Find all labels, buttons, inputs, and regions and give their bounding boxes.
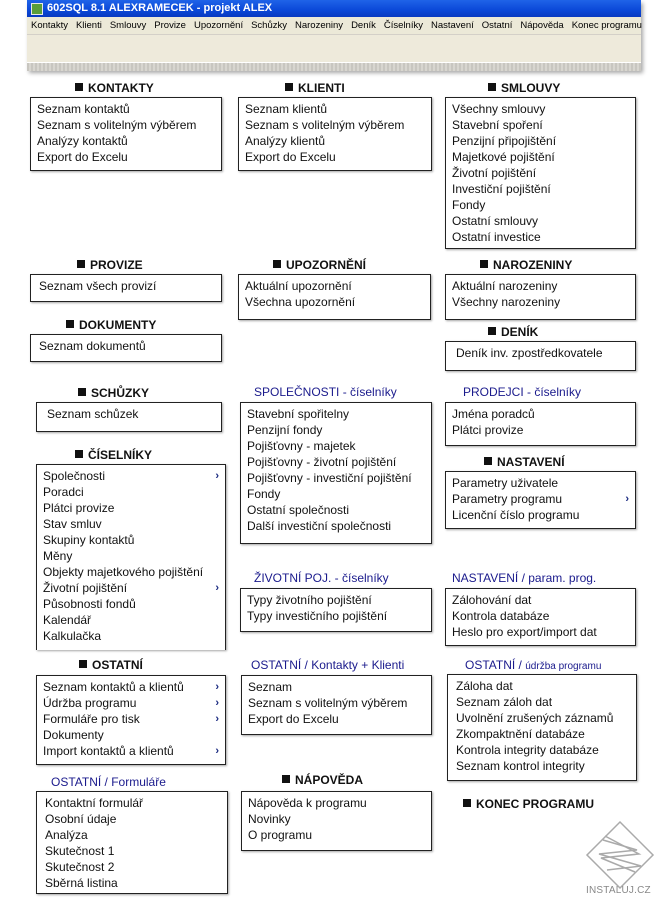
menu-item[interactable]: Export do Excelu (245, 150, 336, 164)
menu-item[interactable]: Skupiny kontaktů (43, 533, 135, 547)
section-title-ciselniky: ČÍSELNÍKY (75, 448, 152, 462)
menu-item[interactable]: Seznam záloh dat (456, 695, 553, 709)
square-bullet-icon (66, 320, 74, 328)
section-title-upozorneni: UPOZORNĚNÍ (273, 258, 366, 272)
menu-item[interactable]: Stavební spoření (452, 118, 543, 132)
menu-item[interactable]: Kalendář (43, 613, 92, 627)
menu-klienti[interactable]: Klienti (75, 20, 102, 31)
menu-item[interactable]: Působnosti fondů (43, 597, 136, 611)
section-title-kontakty: KONTAKTY (75, 81, 154, 95)
square-bullet-icon (77, 260, 85, 268)
section-title-smlouvy: SMLOUVY (488, 81, 560, 95)
menu-item[interactable]: Pojišťovny - investiční pojištění (247, 471, 412, 485)
menu-item[interactable]: Analýza (45, 828, 88, 842)
section-title-nastaveni-param: NASTAVENÍ / param. prog. (452, 571, 597, 585)
menu-box-dokumenty (30, 334, 222, 362)
menu-item[interactable]: Stavební spořitelny (247, 407, 350, 421)
menu-item[interactable]: Analýzy klientů (245, 134, 326, 148)
menu-item[interactable]: Skutečnost 2 (45, 860, 115, 874)
square-bullet-icon (273, 260, 281, 268)
square-bullet-icon (480, 260, 488, 268)
menu-box-zivotni-poj (240, 588, 432, 632)
square-bullet-icon (282, 775, 290, 783)
menu-box-narozeniny (445, 274, 636, 320)
menu-item[interactable]: Fondy (452, 198, 486, 212)
menu-item[interactable]: Pojišťovny - majetek (247, 439, 356, 453)
menu-item[interactable]: Deník inv. zpostředkovatele (456, 346, 603, 360)
menu-item[interactable]: Export do Excelu (248, 712, 339, 726)
menu-item[interactable]: Investiční pojištění (452, 182, 551, 196)
menu-box-smlouvy (445, 97, 636, 249)
section-title-nastaveni: NASTAVENÍ (484, 455, 565, 469)
menu-item[interactable]: Export do Excelu (37, 150, 128, 164)
menu-box-spolecnosti (240, 402, 432, 544)
chevron-right-icon: › (625, 493, 629, 505)
section-title-ostatni-udrzba: OSTATNÍ / údržba programu (465, 658, 602, 672)
menu-box-ciselniky (36, 464, 226, 650)
square-bullet-icon (75, 450, 83, 458)
menu-box-ostatni (36, 675, 226, 765)
square-bullet-icon (488, 327, 496, 335)
menu-item[interactable]: Ostatní smlouvy (452, 214, 539, 228)
chevron-right-icon: › (215, 681, 219, 693)
menu-konec-programu[interactable]: Konec programu (571, 20, 642, 31)
square-bullet-icon (79, 660, 87, 668)
chevron-right-icon: › (215, 582, 219, 594)
menu-item[interactable]: Ostatní společnosti (247, 503, 350, 517)
menu-item[interactable]: Seznam schůzek (47, 407, 139, 421)
menu-item[interactable]: Seznam s volitelným výběrem (37, 118, 197, 132)
menu-item[interactable]: Seznam kontaktů (37, 102, 130, 116)
section-title-ostatni-formulare: OSTATNÍ / Formuláře (51, 775, 166, 789)
menu-item[interactable]: Dokumenty (43, 728, 104, 742)
square-bullet-icon (75, 83, 83, 91)
square-bullet-icon (285, 83, 293, 91)
section-title-napoveda: NÁPOVĚDA (282, 773, 363, 787)
section-title-prodejci: PRODEJCI - číselníky (463, 385, 582, 399)
menu-item[interactable]: Aktuální upozornění (245, 279, 352, 293)
menu-box-ostatni-formulare (36, 791, 228, 894)
menu-item[interactable]: Všechny narozeniny (452, 295, 561, 309)
section-title-dokumenty: DOKUMENTY (66, 318, 156, 332)
menu-box-napoveda (241, 791, 432, 851)
menu-item[interactable]: Kalkulačka (43, 629, 102, 643)
menu-item[interactable]: Poradci (43, 485, 84, 499)
menu-item[interactable]: Seznam kontaktů a klientů › (43, 680, 219, 694)
menu-ciselniky[interactable]: Číselníky (383, 20, 423, 31)
menu-upozorneni[interactable]: Upozornění (193, 20, 244, 31)
section-title-ostatni: OSTATNÍ (79, 658, 143, 672)
section-title-klienti: KLIENTI (285, 81, 345, 95)
app-icon (31, 3, 43, 15)
menu-box-denik (445, 341, 636, 371)
window-title: 602SQL 8.1 ALEXRAMECEK - projekt ALEX (47, 2, 273, 14)
menu-narozeniny[interactable]: Narozeniny (295, 20, 344, 31)
menu-item[interactable]: Seznam s volitelným výběrem (248, 696, 408, 710)
menu-item[interactable]: Formuláře pro tisk › (43, 712, 219, 726)
menu-item[interactable]: Analýzy kontaktů (37, 134, 128, 148)
menu-item[interactable]: Společnosti › (43, 469, 219, 483)
chevron-right-icon: › (215, 713, 219, 725)
menu-item[interactable]: Novinky (248, 812, 291, 826)
chevron-right-icon: › (215, 697, 219, 709)
menu-box-prodejci (445, 402, 636, 446)
menu-item[interactable]: Všechna upozornění (245, 295, 356, 309)
menu-item[interactable]: Stav smluv (43, 517, 102, 531)
menu-box-ostatni-kk (241, 675, 432, 735)
menu-item[interactable]: Penzijní připojištění (452, 134, 557, 148)
menu-item[interactable]: Seznam klientů (245, 102, 328, 116)
menu-item[interactable]: Majetkové pojištění (452, 150, 555, 164)
square-bullet-icon (484, 457, 492, 465)
menu-item[interactable]: Typy investičního pojištění (247, 609, 388, 623)
menu-item[interactable]: Zálohování dat (452, 593, 532, 607)
section-title-zivotni-poj: ŽIVOTNÍ POJ. - číselníky (254, 571, 389, 585)
menu-item[interactable]: Licenční číslo programu (452, 508, 580, 522)
menu-item[interactable]: Jména poradců (452, 407, 535, 421)
section-title-spolecnosti: SPOLEČNOSTI - číselníky (254, 385, 397, 399)
menu-item[interactable]: Ostatní investice (452, 230, 541, 244)
menu-item[interactable]: Plátci provize (452, 423, 524, 437)
section-title-narozeniny: NAROZENINY (480, 258, 572, 272)
menu-item[interactable]: Seznam (248, 680, 293, 694)
section-title-schuzky: SCHŮZKY (78, 386, 149, 400)
menu-item[interactable]: Seznam dokumentů (39, 339, 146, 353)
menu-item[interactable]: Penzijní fondy (247, 423, 323, 437)
menu-item[interactable]: Životní pojištění (452, 166, 537, 180)
menu-denik[interactable]: Deník (351, 20, 376, 31)
status-strip (27, 63, 641, 71)
menu-item[interactable]: Aktuální narozeniny (452, 279, 558, 293)
menu-schuzky[interactable]: Schůzky (251, 20, 287, 31)
menu-item[interactable]: Typy životního pojištění (247, 593, 372, 607)
square-bullet-icon (78, 388, 86, 396)
menu-box-provize (30, 274, 222, 302)
watermark-logo-icon (585, 820, 655, 890)
menu-item[interactable]: Heslo pro export/import dat (452, 625, 597, 639)
menu-item[interactable]: Fondy (247, 487, 281, 501)
menu-item[interactable]: Záloha dat (456, 679, 513, 693)
chevron-right-icon: › (215, 745, 219, 757)
menu-box-nastaveni (445, 471, 636, 529)
toolbar (27, 35, 641, 63)
menu-item[interactable]: Nápověda k programu (248, 796, 367, 810)
menu-bar (27, 17, 641, 35)
menu-item[interactable]: Objekty majetkového pojištění (43, 565, 204, 579)
menu-item[interactable]: Pojišťovny - životní pojištění (247, 455, 397, 469)
menu-item[interactable]: Seznam s volitelným výběrem (245, 118, 405, 132)
menu-item[interactable]: Skutečnost 1 (45, 844, 115, 858)
menu-item[interactable]: Všechny smlouvy (452, 102, 546, 116)
menu-box-kontakty (30, 97, 222, 171)
menu-item[interactable]: Kontrola databáze (452, 609, 550, 623)
menu-item[interactable]: O programu (248, 828, 313, 842)
menu-item[interactable]: Sběrná listina (45, 876, 118, 890)
menu-smlouvy[interactable]: Smlouvy (109, 20, 147, 31)
section-title-denik: DENÍK (488, 325, 538, 339)
menu-provize[interactable]: Provize (154, 20, 186, 31)
menu-item[interactable]: Životní pojištění › (43, 581, 219, 595)
menu-nastaveni[interactable]: Nastavení (430, 20, 474, 31)
section-title-provize: PROVIZE (77, 258, 143, 272)
title-bar (27, 0, 641, 17)
menu-item[interactable]: Kontaktní formulář (45, 796, 144, 810)
chevron-right-icon: › (215, 470, 219, 482)
menu-item[interactable]: Seznam všech provizí (39, 279, 157, 293)
menu-item[interactable]: Parametry programu › (452, 492, 629, 506)
menu-box-ostatni-udrzba (447, 674, 637, 781)
menu-box-klienti (238, 97, 432, 171)
menu-item[interactable]: Uvolnění zrušených záznamů (456, 711, 614, 725)
app-window (27, 0, 641, 70)
menu-item[interactable]: Zkompaktnění databáze (456, 727, 585, 741)
menu-item[interactable]: Seznam kontrol integrity (456, 759, 585, 773)
menu-napoveda[interactable]: Nápověda (520, 20, 564, 31)
menu-item[interactable]: Osobní údaje (45, 812, 117, 826)
menu-item[interactable]: Údržba programu › (43, 696, 219, 710)
menu-box-upozorneni (238, 274, 431, 320)
menu-ostatni[interactable]: Ostatní (481, 20, 513, 31)
square-bullet-icon (488, 83, 496, 91)
menu-item[interactable]: Měny (43, 549, 73, 563)
menu-item[interactable]: Parametry uživatele (452, 476, 559, 490)
menu-box-schuzky (36, 402, 222, 432)
menu-item[interactable]: Kontrola integrity databáze (456, 743, 599, 757)
menu-item[interactable]: Další investiční společnosti (247, 519, 392, 533)
menu-kontakty[interactable]: Kontakty (31, 20, 68, 31)
konec-programu-button[interactable]: KONEC PROGRAMU (463, 797, 594, 811)
watermark-text: INSTALUJ.CZ (586, 885, 651, 896)
menu-item[interactable]: Import kontaktů a klientů › (43, 744, 219, 758)
square-bullet-icon (463, 799, 471, 807)
section-title-ostatni-kk: OSTATNÍ / Kontakty + Klienti (251, 658, 405, 672)
menu-box-nastaveni-param (445, 588, 636, 646)
menu-item[interactable]: Plátci provize (43, 501, 115, 515)
